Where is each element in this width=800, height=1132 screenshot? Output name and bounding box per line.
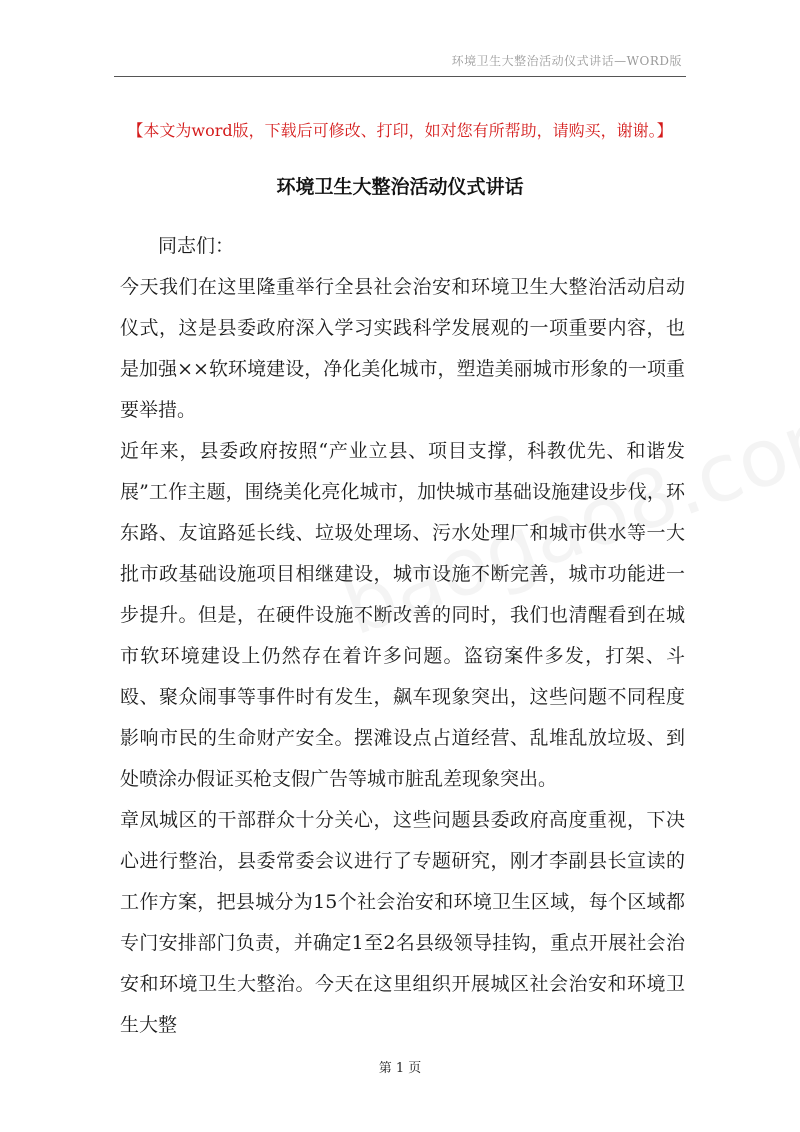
page-number: 第 1 页 — [378, 1061, 422, 1076]
header-divider — [114, 76, 686, 77]
paragraph-3: 章凤城区的干部群众十分关心，这些问题县委政府高度重视，下决心进行整治，县委常委会议进行了专题研究，刚才李副县长宣读的工作方案，把县城分为15个社会治安和环境卫生区域，每个区域都专门安排部门负责，并确定1至2名县级领导挂钩，重点开展社会治安和环境卫生大整治。今天在这里组织开展城区社会治安和环境卫生大整 — [120, 809, 685, 1036]
purchase-notice: 【本文为word版，下载后可修改、打印，如对您有所帮助，请购买，谢谢。】 — [127, 121, 673, 140]
running-header: 环境卫生大整治活动仪式讲话—WORD版 — [451, 54, 682, 68]
paragraph-1: 今天我们在这里隆重举行全县社会治安和环境卫生大整治活动启动仪式，这是县委政府深入学习实践科学发展观的一项重要内容，也是加强××软环境建设，净化美化城市，塑造美丽城市形象的一项重要举措。 — [120, 276, 685, 421]
greeting: 同志们： — [158, 235, 235, 257]
paragraph-2: 近年来，县委政府按照“产业立县、项目支撑，科教优先、和谐发展”工作主题，围绕美化亮化城市，加快城市基础设施建设步伐，环东路、友谊路延长线、垃圾处理场、污水处理厂和城市供水等一大批市政基础设施项目相继建设，城市设施不断完善，城市功能进一步提升。但是，在硬件设施不断改善的同时，我们也清醒看到在城市软环境建设上仍然存在着许多问题。盗窃案件多发，打架、斗殴、聚众闹事等事件时有发生，飙车现象突出，这些问题不同程度影响市民的生命财产安全。摆滩设点占道经营、乱堆乱放垃圾、到处喷涂办假证买枪支假广告等城市脏乱差现象突出。 — [120, 440, 685, 790]
document-title: 环境卫生大整治活动仪式讲话 — [276, 176, 524, 198]
document-body — [120, 226, 685, 1046]
